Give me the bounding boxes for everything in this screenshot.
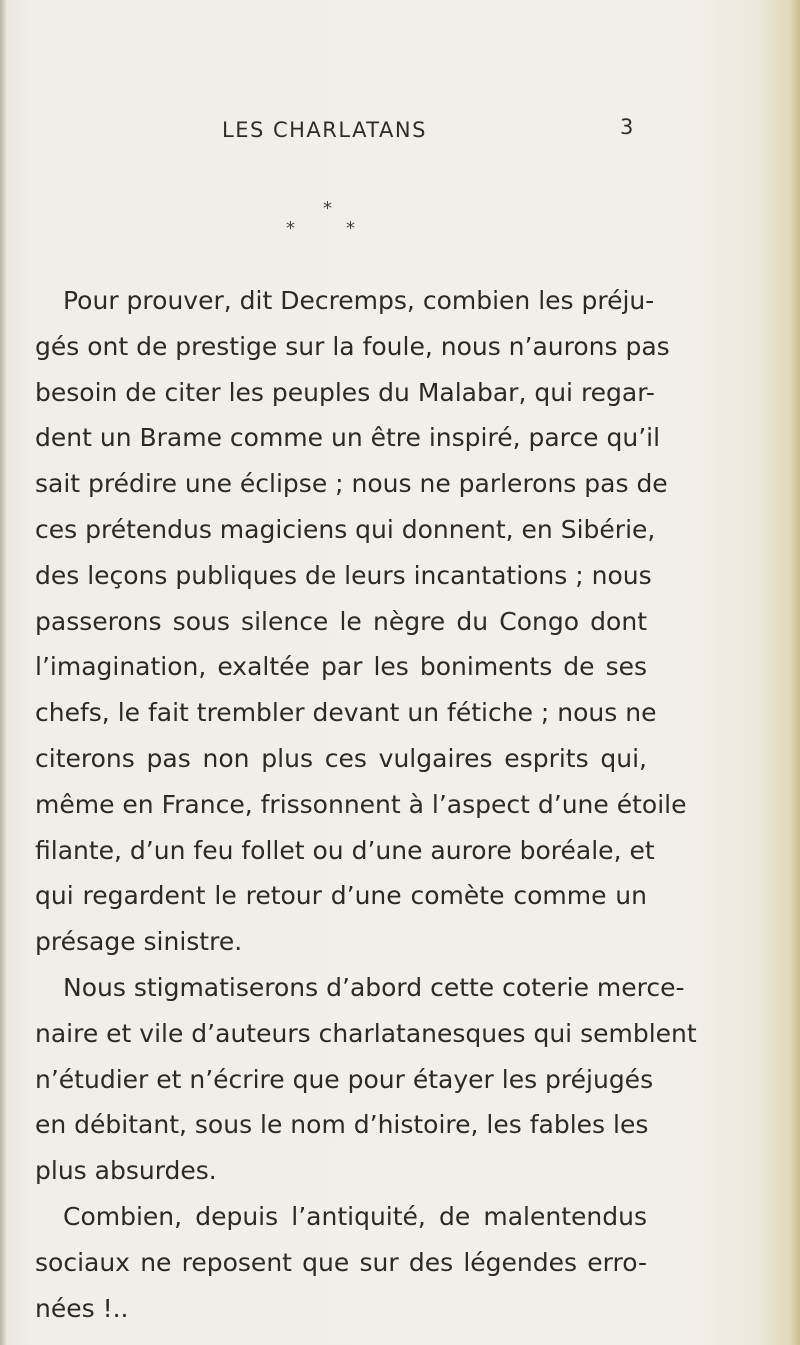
- text-line: n’étudier et n’écrire que pour étayer les préjugés: [35, 1064, 654, 1094]
- text-line: Nous stigmatiserons d’abord cette coterie merce-: [63, 972, 685, 1002]
- text-line: en débitant, sous le nom d’histoire, les fables les: [35, 1110, 649, 1140]
- text-line: plus absurdes.: [35, 1156, 217, 1186]
- text-line: citerons pas non plus ces vulgaires esprits qui,: [35, 743, 647, 773]
- text-line: ces prétendus magiciens qui donnent, en Sibérie,: [35, 514, 656, 544]
- asterisk-icon: *: [286, 218, 295, 239]
- text-line: chefs, le fait trembler devant un fétiche ; nous ne: [35, 698, 657, 728]
- text-line: naire et vile d’auteurs charlatanesques qui semblent: [35, 1018, 697, 1048]
- running-title: LES CHARLATANS: [222, 118, 427, 142]
- text-line: gés ont de prestige sur la foule, nous n’aurons pas: [35, 331, 670, 361]
- text-line: qui regardent le retour d’une comète comme un: [35, 881, 647, 911]
- text-line: présage sinistre.: [35, 927, 243, 957]
- asterisk-icon: *: [346, 218, 355, 239]
- asterisk-icon: *: [323, 198, 332, 219]
- page-spine-shadow: [0, 0, 6, 1345]
- body-text: [35, 278, 697, 1331]
- text-line: Pour prouver, dit Decremps, combien les préju-: [63, 286, 655, 315]
- text-line: des leçons publiques de leurs incantations ; nous: [35, 560, 652, 590]
- text-line: passerons sous silence le nègre du Congo dont: [35, 606, 647, 636]
- text-line: filante, d’un feu follet ou d’une aurore boréale, et: [35, 835, 655, 865]
- text-line: Combien, depuis l’antiquité, de malentendus: [63, 1201, 647, 1231]
- text-line: l’imagination, exaltée par les boniments de ses: [35, 652, 647, 682]
- text-line: dent un Brame comme un être inspiré, parce qu’il: [35, 423, 661, 453]
- section-separator: [280, 198, 380, 248]
- text-line: même en France, frissonnent à l’aspect d’une étoile: [35, 789, 687, 819]
- text-line: sociaux ne reposent que sur des légendes erro-: [35, 1247, 647, 1277]
- text-line: besoin de citer les peuples du Malabar, qui regar-: [35, 377, 655, 407]
- text-line: nées !..: [35, 1293, 129, 1323]
- page-number: 3: [620, 115, 634, 139]
- text-line: sait prédire une éclipse ; nous ne parlerons pas de: [35, 469, 668, 499]
